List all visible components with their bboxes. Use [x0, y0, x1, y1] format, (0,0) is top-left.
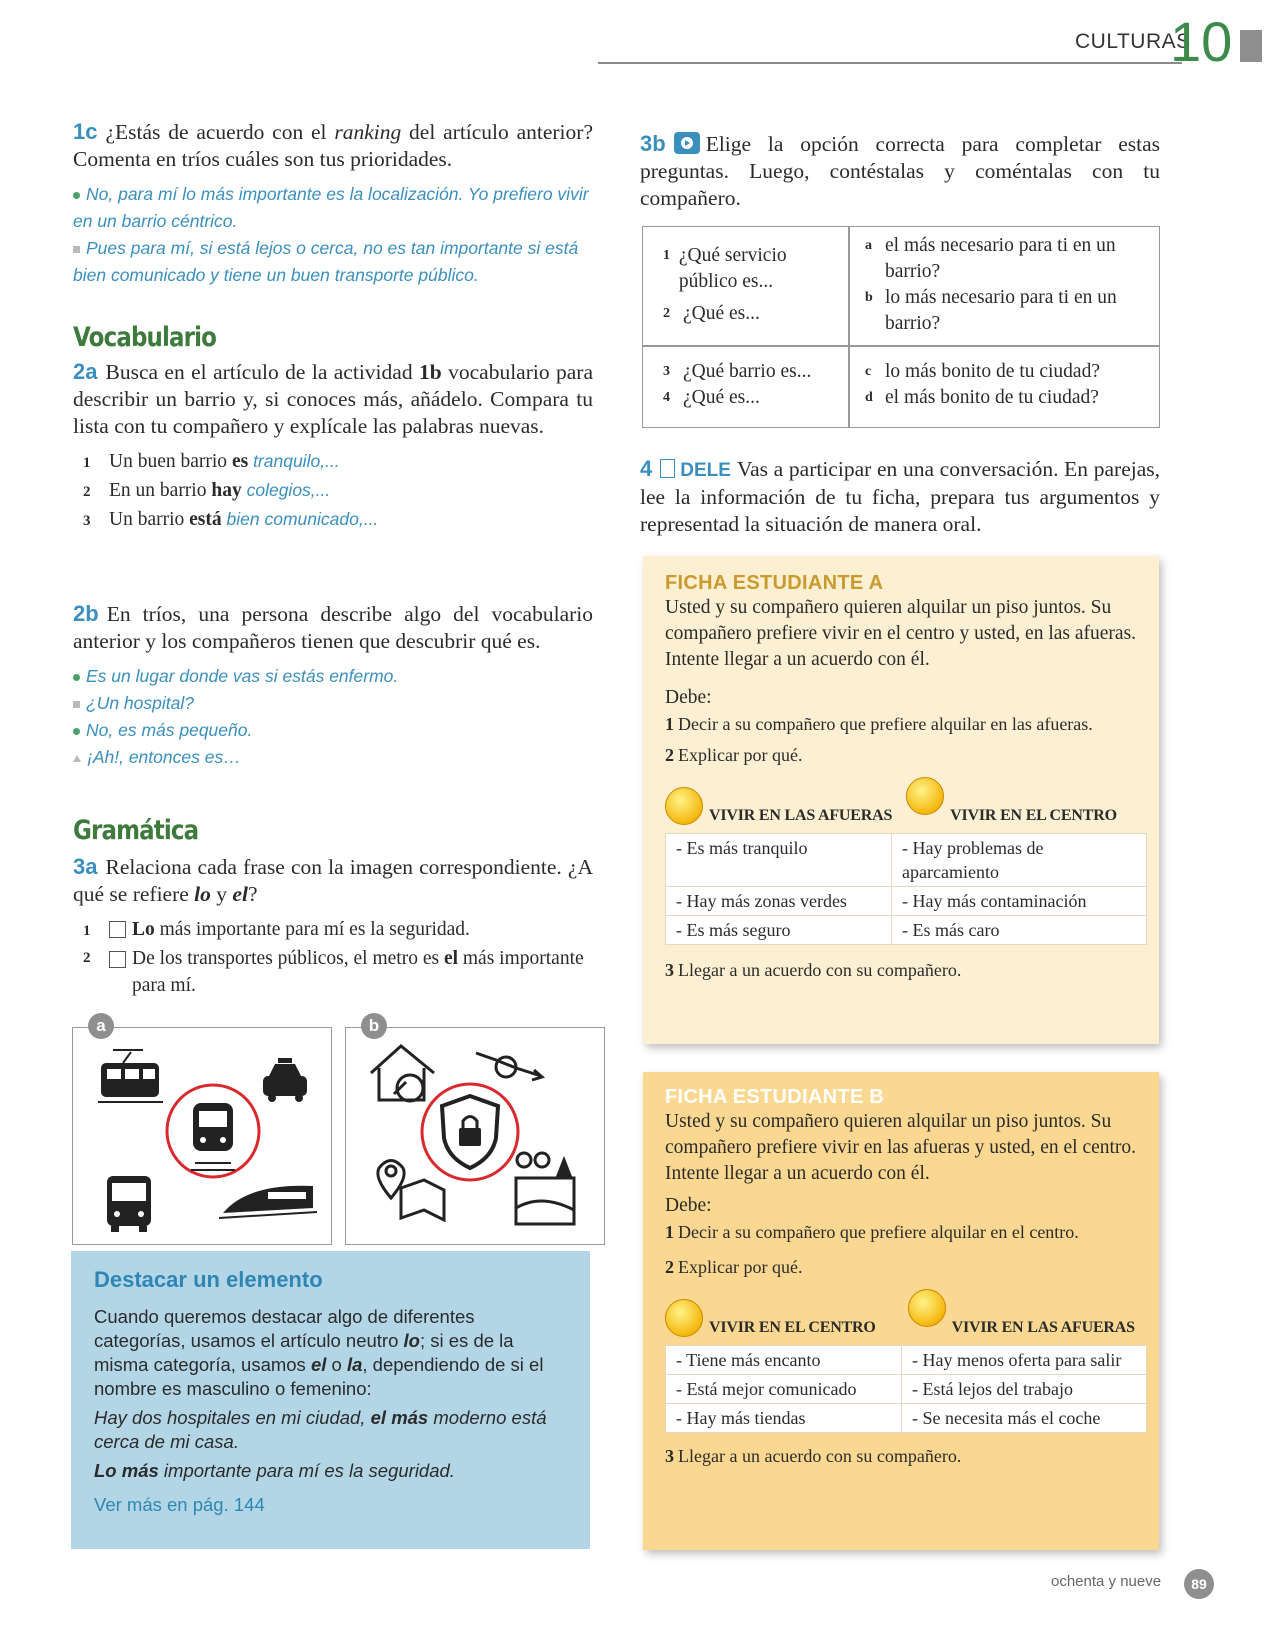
- list-item: 1 Lo más importante para mí es la seguridad.: [83, 919, 470, 940]
- dialog-line: Es un lugar donde vas si estás enfermo.: [73, 663, 593, 690]
- list-item: 3 Un barrio está bien comunicado,...: [83, 509, 379, 530]
- card-a-intro: Usted y su compañero quieren alquilar un piso juntos. Su compañero prefiere vivir en el centro y usted, en las afueras. Intente llegar a un acuerdo con él.: [665, 597, 1137, 670]
- happy-face-icon: [665, 787, 703, 825]
- unit-number: 10: [1170, 10, 1233, 73]
- vocab-list: [73, 448, 593, 535]
- table-row: - Es más seguro - Es más caro: [666, 916, 1147, 945]
- table-divider: [848, 227, 850, 427]
- image-b-label: b: [361, 1013, 387, 1039]
- document-icon: [660, 459, 675, 478]
- exercise-number: 2a: [73, 359, 98, 384]
- info-box-explanation: Cuando queremos destacar algo de diferentes categorías, usamos el artículo neutro lo; si es de la misma categoría, usamos el o la, dependiendo de si el nombre es masculino o femenino:: [94, 1306, 544, 1399]
- card-b-step: 2 Explicar por qué.: [665, 1257, 803, 1277]
- dele-tag: DELE: [680, 460, 731, 481]
- card-a-step: 3 Llegar a un acuerdo con su compañero.: [665, 960, 962, 980]
- card-a-title: FICHA ESTUDIANTE A: [665, 572, 884, 594]
- card-a-pros-cons-table: [665, 833, 1147, 945]
- card-a-options: VIVIR EN LAS AFUERAS VIVIR EN EL CENTRO: [665, 777, 1137, 825]
- card-b-intro: Usted y su compañero quieren alquilar un piso juntos. Su compañero prefiere vivir en las afueras y usted, en el centro. Intente llegar a un acuerdo con él.: [665, 1111, 1137, 1184]
- info-box-example-2: Lo más importante para mí es la seguridad.: [94, 1460, 455, 1481]
- card-b-step: 3 Llegar a un acuerdo con su compañero.: [665, 1446, 962, 1466]
- info-box-heading: Destacar un elemento: [94, 1267, 323, 1292]
- table-cell: 1 ¿Qué servicio público es... 2 ¿Qué es...: [663, 245, 787, 324]
- card-b-options: VIVIR EN EL CENTRO VIVIR EN LAS AFUERAS: [665, 1289, 1137, 1337]
- info-box-example-1: Hay dos hospitales en mi ciudad, el más moderno está cerca de mi casa.: [94, 1407, 547, 1452]
- bullet-icon: [73, 701, 80, 708]
- answer-checkbox[interactable]: [109, 951, 126, 968]
- table-divider: [643, 345, 1159, 347]
- transport-illustration: [73, 1028, 331, 1244]
- dialog-line: ¡Ah!, entonces es…: [73, 744, 593, 771]
- image-b-security: [345, 1027, 605, 1245]
- section-title-vocabulario: Vocabulario: [73, 322, 217, 353]
- money-down-icon: [476, 1053, 542, 1080]
- exercise-number: 3a: [73, 854, 98, 879]
- thinking-face-icon: [908, 1289, 946, 1327]
- answer-checkbox[interactable]: [109, 921, 126, 938]
- happy-face-icon: [665, 1299, 703, 1337]
- house-icon: [371, 1046, 434, 1101]
- card-a-step: 2 Explicar por qué.: [665, 745, 803, 765]
- taxi-icon: [263, 1058, 307, 1102]
- see-more-link[interactable]: Ver más en pág. 144: [94, 1494, 265, 1515]
- card-b-title: FICHA ESTUDIANTE B: [665, 1086, 885, 1108]
- image-a-transport: [72, 1027, 332, 1245]
- exercise-2a-prompt: 2a Busca en el artículo de la actividad 1b vocabulario para describir un barrio y, si conoces más, añádelo. Compara tu lista con tu compañero y explícale las palabras nuevas.: [73, 359, 594, 438]
- exercise-number: 3b: [640, 131, 666, 156]
- card-a-step: 1 Decir a su compañero que prefiere alquilar en las afueras.: [665, 714, 1093, 734]
- table-cell: a el más necesario para ti en un barrio? b lo más necesario para ti en un barrio?: [865, 235, 1117, 334]
- card-a-debe: Debe:: [665, 687, 712, 708]
- table-cell: 3 ¿Qué barrio es... 4 ¿Qué es...: [663, 361, 812, 408]
- page-number-words: ochenta y nueve: [1051, 1573, 1162, 1590]
- dialog-line: Pues para mí, si está lejos o cerca, no es tan importante si está bien comunicado y tiene un buen transporte público.: [73, 238, 579, 285]
- exercise-3b: [640, 130, 1160, 212]
- map-pin-icon: [378, 1161, 444, 1221]
- table-cell: c lo más bonito de tu ciudad? d el más bonito de tu ciudad?: [865, 361, 1100, 408]
- exercise-number: 4: [640, 456, 653, 481]
- card-b-pros-cons-table: [665, 1345, 1147, 1433]
- high-speed-train-icon: [219, 1186, 317, 1218]
- dialog-line: No, para mí lo más importante es la localización. Yo prefiero vivir en un barrio céntrico.: [73, 184, 589, 231]
- match-list: [73, 916, 593, 999]
- card-b-step: 1 Decir a su compañero que prefiere alquilar en el centro.: [665, 1222, 1079, 1242]
- exercise-number: 1c: [73, 119, 98, 144]
- exercise-3a: [73, 853, 593, 999]
- bullet-icon: [73, 755, 81, 762]
- list-item: 1 Un buen barrio es tranquilo,...: [83, 451, 340, 472]
- image-a-label: a: [88, 1013, 114, 1039]
- exercise-3b-prompt: 3b Elige la opción correcta para completar estas preguntas. Luego, contéstalas y coméntalas con tu compañero.: [640, 131, 1160, 210]
- table-row: - Hay más zonas verdes - Hay más contaminación: [666, 887, 1147, 916]
- exercise-1c-prompt: 1c ¿Estás de acuerdo con el ranking del artículo anterior? Comenta en tríos cuáles son tus prioridades.: [73, 119, 593, 171]
- header-rule: [598, 62, 1182, 64]
- bullet-icon: [73, 246, 80, 253]
- grammar-info-box: [71, 1251, 590, 1549]
- dialog: [73, 181, 593, 289]
- dialog: [73, 663, 593, 771]
- bus-icon: [107, 1176, 151, 1232]
- header-tab: [1240, 30, 1262, 62]
- student-card-b: [643, 1072, 1159, 1550]
- table-row: - Tiene más encanto - Hay menos oferta para salir: [666, 1346, 1147, 1375]
- page-number: 89: [1184, 1569, 1214, 1599]
- exercise-1c: [73, 118, 593, 289]
- shield-lock-icon: [442, 1096, 498, 1168]
- dialog-line: No, es más pequeño.: [73, 717, 593, 744]
- bullet-icon: [73, 192, 80, 199]
- italic-word: ranking: [334, 120, 402, 144]
- exercise-2b: [73, 600, 593, 771]
- security-illustration: [346, 1028, 604, 1244]
- metro-icon: [191, 1103, 235, 1170]
- unit-label: CULTURAS: [1075, 30, 1191, 53]
- table-row: - Está mejor comunicado - Está lejos del trabajo: [666, 1375, 1147, 1404]
- park-icon: [516, 1153, 574, 1224]
- dialog-line: ¿Un hospital?: [73, 690, 593, 717]
- exercise-3a-prompt: 3a Relaciona cada frase con la imagen correspondiente. ¿A qué se refiere lo y el?: [73, 854, 593, 906]
- list-item: 2 De los transportes públicos, el metro es el más importante para mí.: [83, 948, 584, 996]
- exercise-2a: [73, 358, 593, 535]
- exercise-number: 2b: [73, 601, 99, 626]
- video-icon: [674, 132, 700, 154]
- table-row: - Es más tranquilo - Hay problemas de aparcamiento: [666, 834, 1147, 887]
- table-row: - Hay más tiendas - Se necesita más el coche: [666, 1404, 1147, 1433]
- list-item: 2 En un barrio hay colegios,...: [83, 480, 331, 501]
- exercise-4: [640, 455, 1160, 538]
- bullet-icon: [73, 728, 80, 735]
- exercise-4-prompt: 4 DELE Vas a participar en una conversación. En parejas, lee la información de tu ficha, prepara tus argumentos y representad la situación de manera oral.: [640, 456, 1160, 536]
- thinking-face-icon: [906, 777, 944, 815]
- bullet-icon: [73, 674, 80, 681]
- student-card-a: [643, 556, 1159, 1044]
- exercise-2b-prompt: 2b En tríos, una persona describe algo del vocabulario anterior y los compañeros tienen que descubrir qué es.: [73, 601, 593, 653]
- match-table: [642, 226, 1160, 428]
- section-title-gramatica: Gramática: [73, 815, 199, 846]
- card-b-debe: Debe:: [665, 1195, 712, 1216]
- tram-icon: [98, 1050, 163, 1102]
